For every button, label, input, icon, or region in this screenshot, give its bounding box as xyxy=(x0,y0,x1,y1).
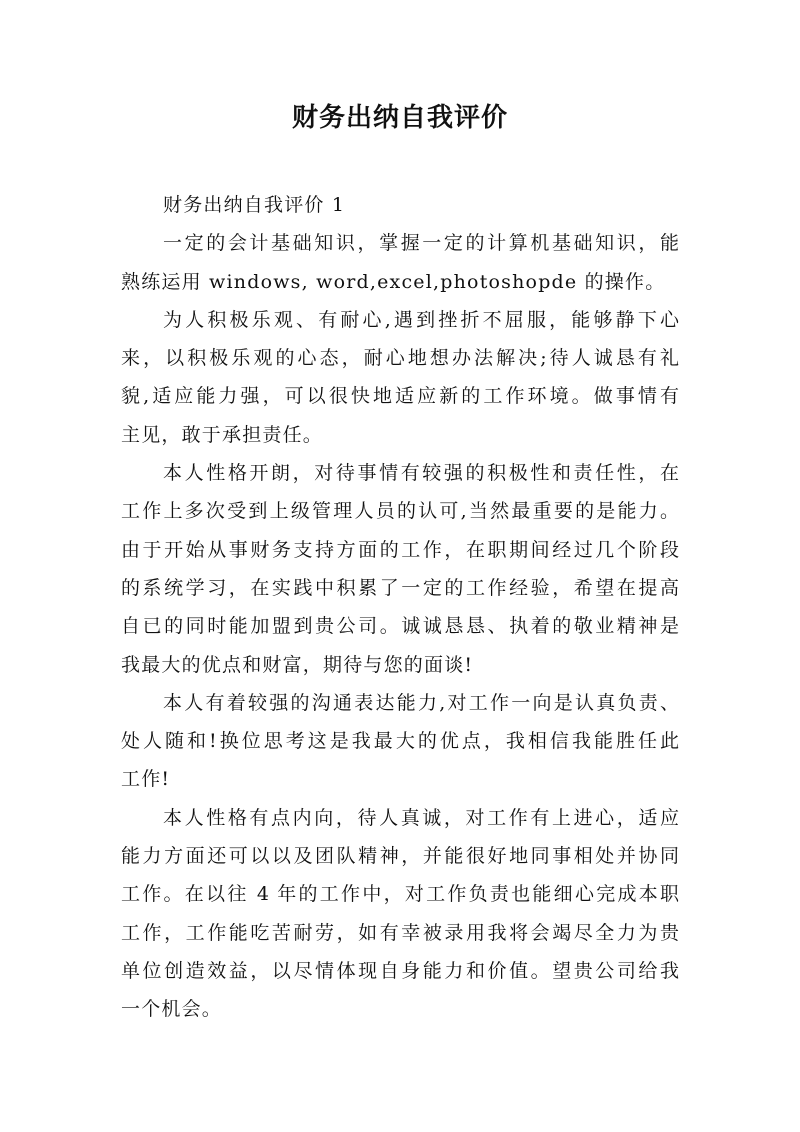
document-body xyxy=(121,186,679,1029)
document-title: 财务出纳自我评价 xyxy=(291,103,508,133)
text-line: 熟练运用 windows, word,excel,photoshopde 的操作。 xyxy=(121,270,666,293)
text-line: 貌,适应能力强，可以很快地适应新的工作环境。做事情有 xyxy=(121,385,679,408)
text-line: 本人性格有点内向，待人真诚，对工作有上进心，适应 xyxy=(163,806,679,829)
text-line: 我最大的优点和财富，期待与您的面谈! xyxy=(121,653,474,676)
text-line: 自已的同时能加盟到贵公司。诚诚恳恳、执着的敬业精神是 xyxy=(121,615,679,638)
text-line: 单位创造效益，以尽情体现自身能力和价值。望贵公司给我 xyxy=(121,959,679,982)
text-line: 工作! xyxy=(121,768,171,791)
text-line: 处人随和!换位思考这是我最大的优点，我相信我能胜任此 xyxy=(121,730,679,753)
text-line: 一定的会计基础知识，掌握一定的计算机基础知识，能 xyxy=(163,232,679,255)
text-line: 由于开始从事财务支持方面的工作，在职期间经过几个阶段 xyxy=(121,538,679,561)
text-line: 能力方面还可以以及团队精神，并能很好地同事相处并协同 xyxy=(121,845,679,868)
text-line: 工作，工作能吃苦耐劳，如有幸被录用我将会竭尽全力为贵 xyxy=(121,921,679,944)
text-line: 工作上多次受到上级管理人员的认可,当然最重要的是能力。 xyxy=(121,500,679,523)
text-line: 本人性格开朗，对待事情有较强的积极性和责任性，在 xyxy=(163,462,679,485)
text-line: 一个机会。 xyxy=(121,998,223,1021)
text-line: 本人有着较强的沟通表达能力,对工作一向是认真负责、 xyxy=(163,691,679,714)
text-line: 来，以积极乐观的心态，耐心地想办法解决;待人诚恳有礼 xyxy=(121,347,679,370)
text-line: 工作。在以往 4 年的工作中，对工作负责也能细心完成本职 xyxy=(121,883,679,906)
text-line: 主见，敢于承担责任。 xyxy=(121,423,324,446)
text-line: 财务出纳自我评价 1 xyxy=(163,194,346,216)
text-line: 的系统学习，在实践中积累了一定的工作经验，希望在提高 xyxy=(121,576,679,599)
text-line: 为人积极乐观、有耐心,遇到挫折不屈服，能够静下心 xyxy=(163,308,679,331)
